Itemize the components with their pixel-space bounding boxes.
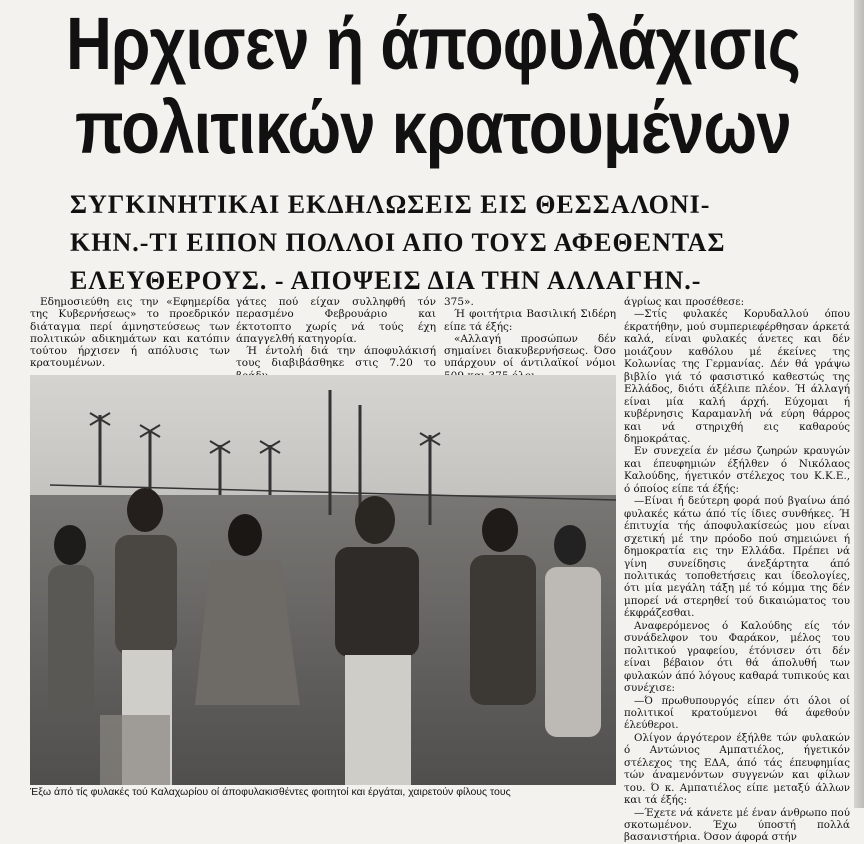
article-subhead	[70, 186, 790, 300]
news-photo	[30, 375, 616, 785]
subhead-line-1: ΣΥΓΚΙΝΗΤΙΚΑΙ ΕΚΔΗΛΩΣΕΙΣ ΕΙΣ ΘΕΣΣΑΛΟΝΙ-	[70, 190, 711, 219]
column-4	[624, 296, 850, 844]
column-1-paragraph: Εδημοσιεύθη εις την «Εφημερίδα της Κυβερνήσεως» το προεδρικόν διάταγμα περί άμνηστεύσεως των πολιτικών αδικημάτων και κατόπιν τούτου ήρχισεν ή απόλυσις των κρατουμένων.	[30, 296, 230, 370]
subhead-line-2: ΚΗΝ.-ΤΙ ΕΙΠΟΝ ΠΟΛΛΟΙ ΑΠΟ ΤΟΥΣ ΑΦΕΘΕΝΤΑΣ	[70, 228, 726, 257]
photo-caption: Έξω άπό τίς φυλακές τού Καλαχωρίου οί άποφυλακισθέντες φοιτητοί και έργάται, χαιρετούν φίλους τους	[30, 786, 511, 798]
headline-line-2: πολιτικών κρατουμένων	[75, 86, 791, 169]
column-1	[30, 296, 230, 370]
column-4-paragraph-6: —Ό πρωθυπουργός είπεν ότι όλοι οί πολιτικοί κρατούμενοι θά άφεθούν έλεύθεροι.	[624, 694, 850, 732]
column-2-paragraph-1: γάτες πού είχαν συλληφθή τόν περασμένο Φεβρουάριο και έκτοτοπτο χωρίς νά τούς έχη άπαγγελθή κατηγορία.	[236, 296, 436, 345]
column-4-paragraph-2: —Στίς φυλακές Κορυδαλλού όπου έκρατήθην, μού συμπεριεφέρθησαν άρκετά καλά, είναι φυλακές άνετες και δέν μοιάζουν καθόλου μέ έκείνες της Κολωνίας της Γερμανίας. Δέν θά γράψω βιβλίο γιά τό φασιστικό καθεστώς της Ελλάδος, διότι άξέλιπε πλέον. Ή άλλαγή είναι μία καλή άρχή. Εύχομαι ή κυβέρνησις Καραμανλή νά εύρη θάρρος και νά στηριχθή εις καθαρούς δημοκράτας.	[624, 308, 850, 445]
subhead-line-3: ΕΛΕΥΘΕΡΟΥΣ. - ΑΠΟΨΕΙΣ ΔΙΑ ΤΗΝ ΑΛΛΑΓΗΝ.-	[70, 266, 702, 295]
column-3	[444, 296, 616, 382]
column-4-paragraph-1: άγρίως και προσέθεσε:	[624, 296, 745, 308]
column-4-paragraph-3: Εν συνεχεία έν μέσω ζωηρών κραυγών και έπευφημιών έξήλθεν ό Νικόλαος Καλούδης, ήγετικόν στέλεχος του Κ.Κ.Ε., ό όποίος είπε τά έξής:	[624, 445, 850, 495]
column-3-paragraph-2: Ή φοιτήτρια Βασιλική Σιδέρη είπε τά έξής:	[444, 308, 616, 333]
column-2-paragraph-2: Ή έντολή διά την άποφυλάκισή τους διαβιβάσθηκε στις 7.20 το	[236, 345, 436, 370]
headline-line-1: Ηρχισεν ή άποφυλάχισις	[65, 2, 800, 85]
article-headline	[18, 2, 800, 170]
column-2	[236, 296, 436, 382]
column-3-paragraph-3: «Αλλαγή προσώπων δέν σημαίνει διακυβερνήσεως. Όσο υπάρχουν οί άντιλαϊκοί νόμοι	[444, 332, 616, 370]
column-4-paragraph-5: Αναφερόμενος ό Καλούδης είς τόν συνάδελφον του Φαράκον, μέλος του πολιτικού γραφείου, έτόνισεν ότι δέν είναι βέβαιον ότι θά άπολυθή των φυλακών άπό λόγους καθαρά τυπικούς και συνέχισε:	[624, 619, 850, 695]
column-3-paragraph-1: 375».	[444, 296, 474, 308]
page-edge	[854, 0, 864, 808]
column-4-paragraph-7: Ολίγον άργότερον έξήλθε τών φυλακών ό Αντώνιος Αμπατιέλος, ήγετικόν στέλεχος της ΕΔΑ, άπό τάς έπευφημίας τών άναμενόντων συγγενών και φίλων του. Ό κ. Αμπατιέλος είπε μεταξύ άλλων και τά έξής:	[624, 731, 850, 807]
column-4-paragraph-4: —Είναι ή δεύτερη φορά πού βγαίνω άπό φυλακές κάτω άπό τίς ίδιες συνθήκες. Ή έπιτυχία τής άποφυλακίσεώς μου είναι σχετική μέ την πρόοδο πού σημειώνει ή δημοκρατία εις την Ελλάδα. Πρέπει νά γίνη συνείδησις άνεξάρτητα άπό πολιτικάς τοποθετήσεις και ίδεολογίες, ότι μία μεγάλη τάξη μέ τό κόμμα της δέν μπορεί νά στερηθεί τού δικαιώματος του έκφράζεσθαι.	[624, 495, 850, 620]
column-4-paragraph-8: —Έχετε νά κάνετε μέ έναν άνθρωπο πού σκοτωμένον. Έχω ύποστή πολλά βασανιστήρια. Όσον άφορά στήν	[624, 806, 850, 844]
